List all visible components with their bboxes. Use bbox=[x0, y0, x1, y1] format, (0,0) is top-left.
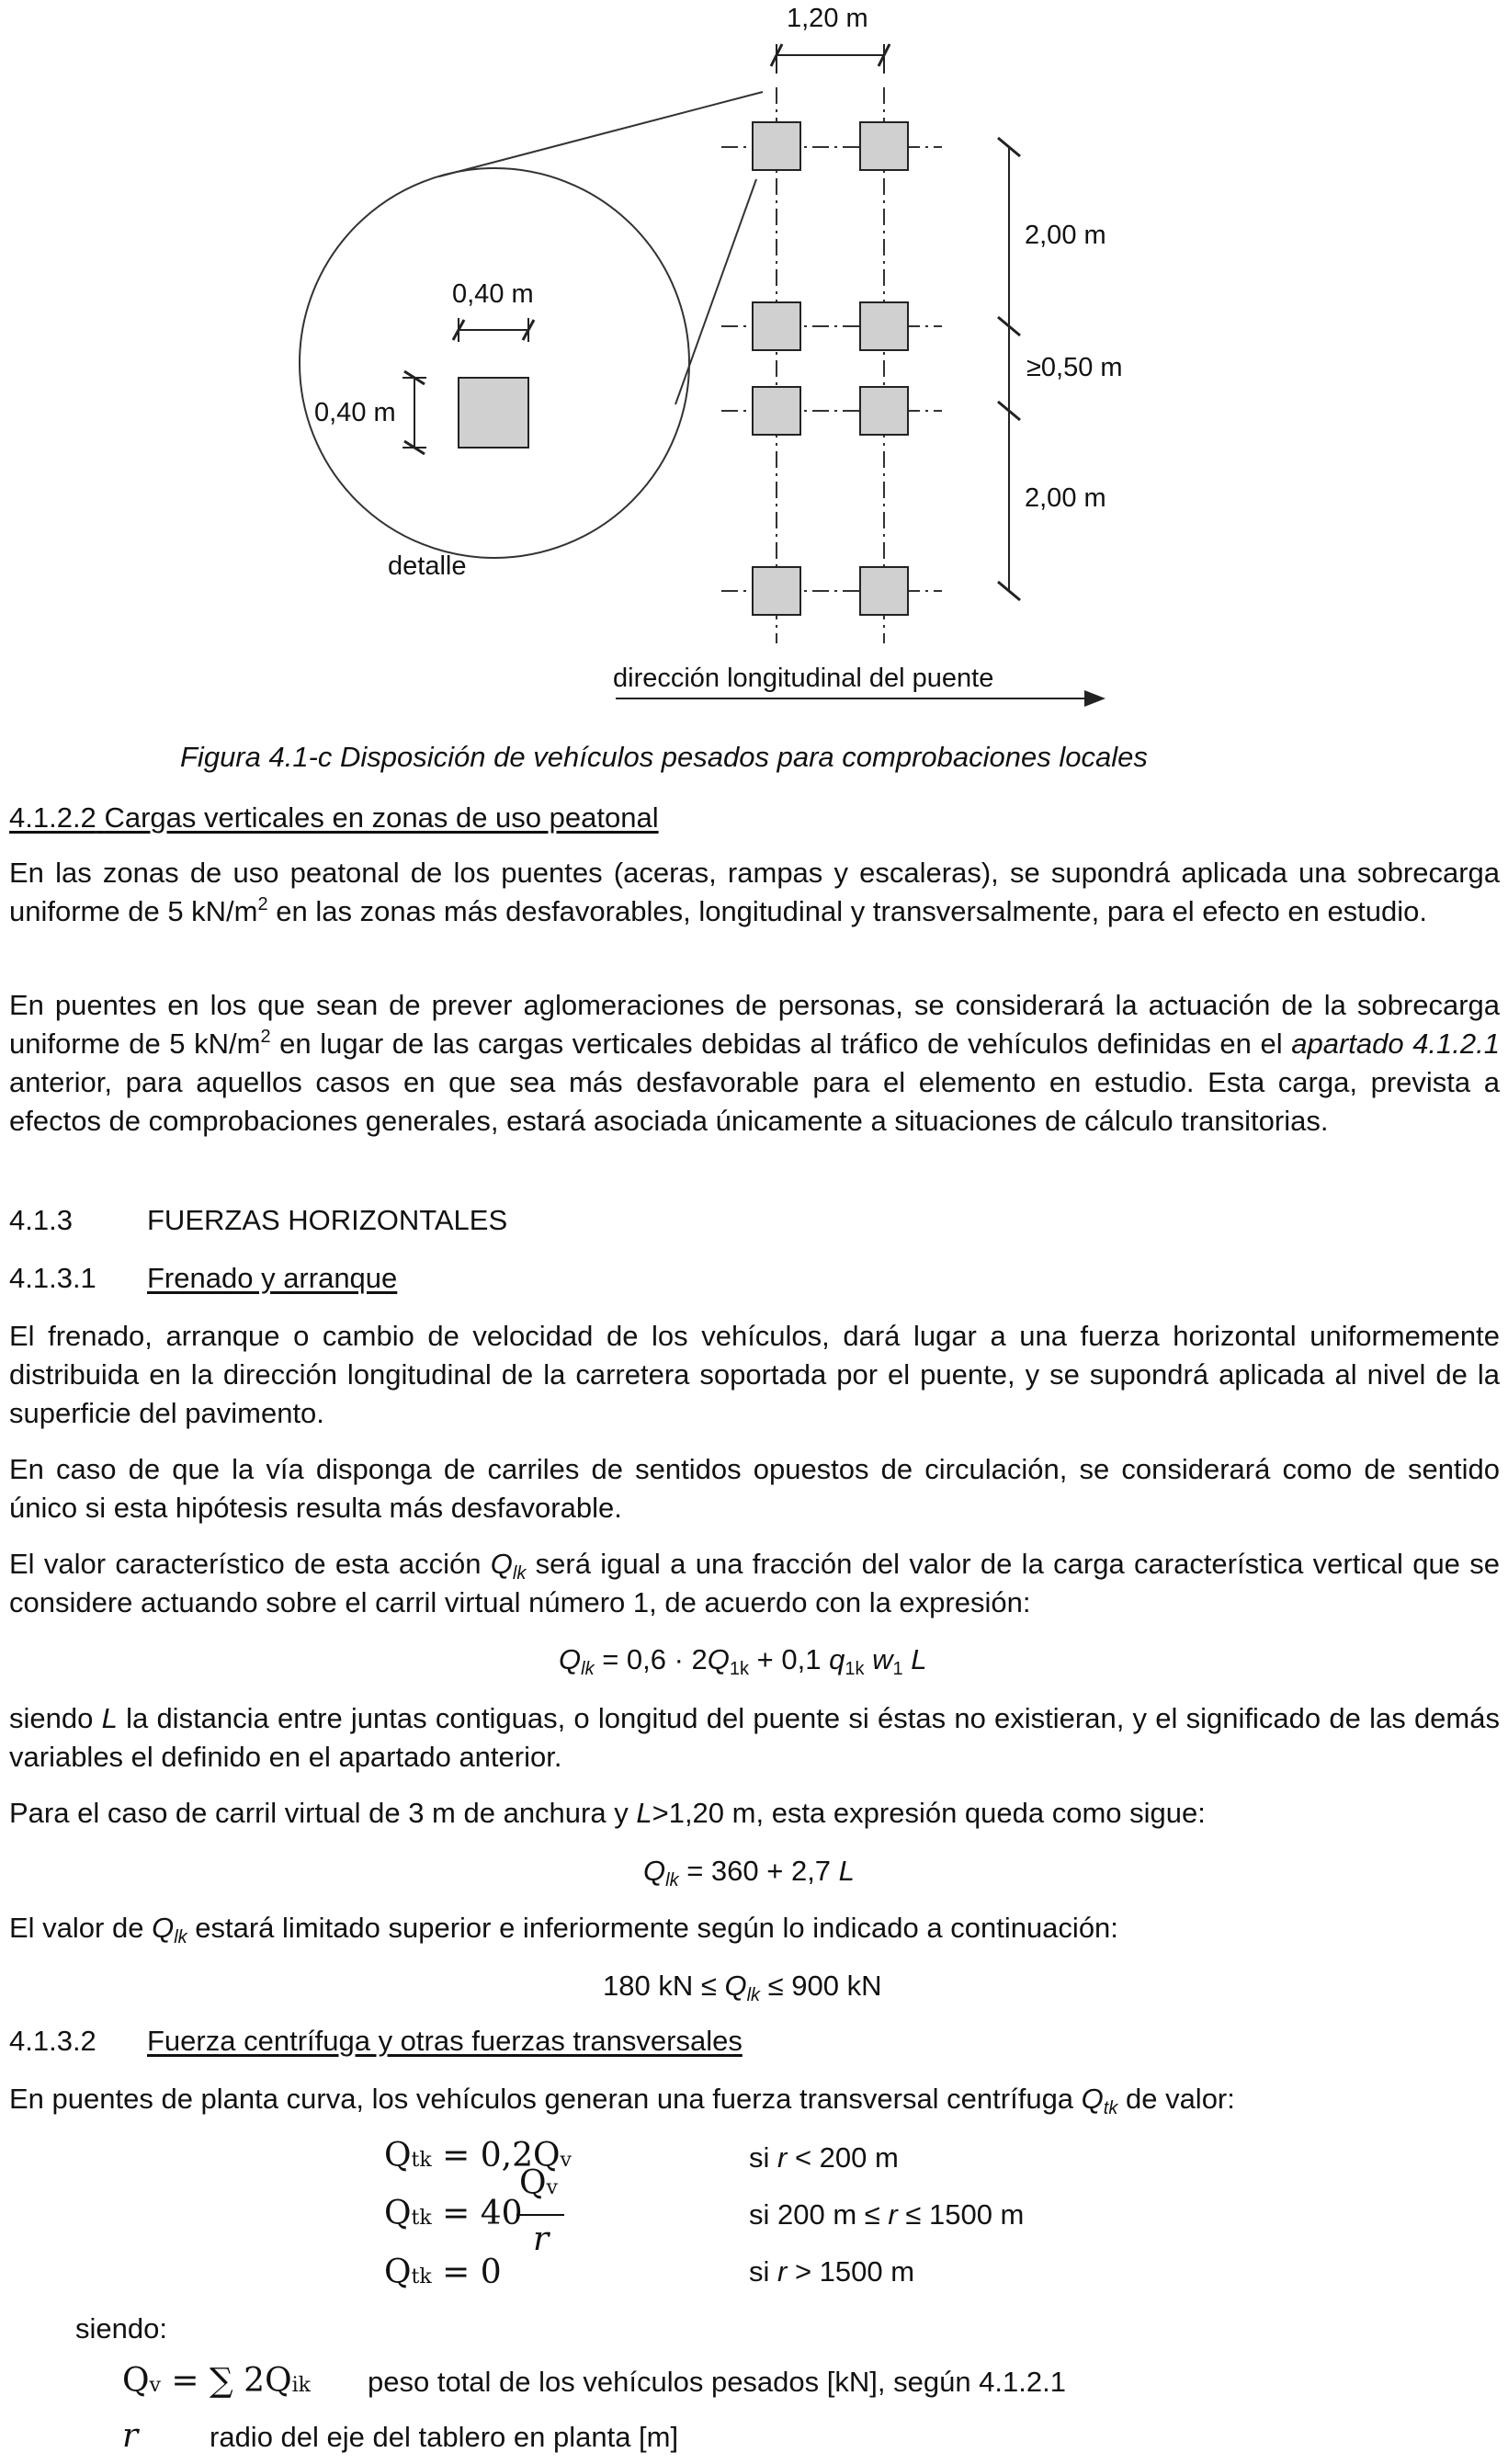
definition-r-text: radio del eje del tablero en planta [m] bbox=[210, 2421, 679, 2453]
paragraph: El valor de $Q_{lk}$ estará limitado superior e inferiormente según lo indicado a continuación: bbox=[9, 1912, 1118, 1947]
dim-top-label: 1,20 m bbox=[787, 4, 868, 33]
condition-2: si 200 m ≤ r ≤ 1500 m bbox=[749, 2198, 1025, 2231]
definition-r-symbol: r bbox=[122, 2417, 139, 2455]
wheel-square bbox=[753, 122, 800, 170]
section-heading-4132 bbox=[9, 2022, 743, 2061]
section-heading-4122 bbox=[9, 799, 659, 837]
condition-3: si r > 1500 m bbox=[749, 2255, 915, 2288]
section-heading-4131 bbox=[9, 1259, 397, 1298]
wheel-square bbox=[860, 302, 908, 350]
dim-right-label-2: ≥0,50 m bbox=[1026, 353, 1123, 382]
condition-1: si r < 200 m bbox=[749, 2141, 899, 2174]
section-title: Cargas verticales en zonas de uso peatonal bbox=[104, 801, 659, 834]
direction-label: dirección longitudinal del puente bbox=[613, 664, 994, 693]
detail-height-label: 0,40 m bbox=[314, 398, 396, 427]
section-number: 4.1.2.2 bbox=[9, 801, 96, 834]
wheel-square bbox=[753, 302, 800, 350]
section-number: 4.1.3 bbox=[9, 1204, 73, 1236]
definition-qv-text: peso total de los vehículos pesados [kN], según 4.1.2.1 bbox=[368, 2366, 1066, 2398]
paragraph: En caso de que la vía disponga de carriles de sentidos opuestos de circulación, se considerará como de sentido único si esta hipótesis resulta más desfavorable. bbox=[9, 1453, 1500, 1524]
fraction-bar bbox=[516, 2213, 564, 2217]
fraction-numerator: Qv bbox=[519, 2164, 558, 2202]
figure-caption: Figura 4.1-c Disposición de vehículos pesados para comprobaciones locales bbox=[180, 741, 1148, 773]
dim-right-label-3: 2,00 m bbox=[1025, 483, 1106, 513]
section-title: Fuerza centrífuga y otras fuerzas transversales bbox=[147, 2025, 743, 2057]
section-number: 4.1.3.1 bbox=[9, 1262, 96, 1294]
wheel-square bbox=[860, 387, 908, 435]
paragraph: El frenado, arranque o cambio de velocidad de los vehículos, dará lugar a una fuerza horizontal uniformemente distribuida en la dirección longitudinal de la carretera soportada por el puente, y se supondrá aplicada al nivel de la superficie del pavimento. bbox=[9, 1320, 1500, 1429]
formula-qtk-3: Qtk = 0 bbox=[384, 2254, 502, 2291]
equation-qlk-simplified: $Q_{lk} = 360 + 2,7$ L bbox=[643, 1855, 855, 1891]
paragraph: Para el caso de carril virtual de 3 m de anchura y L>1,20 m, esta expresión queda como sigue: bbox=[9, 1797, 1206, 1829]
detail-circle bbox=[300, 168, 689, 558]
section-number: 4.1.3.2 bbox=[9, 2025, 96, 2057]
wheel-square bbox=[860, 567, 908, 615]
wheel-square bbox=[753, 387, 800, 435]
formula-qtk-2: Qtk = 40 bbox=[384, 2195, 523, 2232]
section-title: Frenado y arranque bbox=[147, 1262, 398, 1294]
fraction-denominator: r bbox=[533, 2220, 550, 2258]
definition-qv-symbol: Qv = ∑ 2Qik bbox=[122, 2362, 311, 2400]
paragraph: En puentes en los que sean de prever aglomeraciones de personas, se considerará la actuación de la sobrecarga uniforme de 5 $kN/m^2$ en lugar de las cargas verticales debidas al tráfico de vehículos definidas en el apartado 4.1.2.1 anterior, para aquellos casos en que sea más desfavorable para el elemento en estudio. Esta carga, prevista a efectos de comprobaciones generales, estará asociada únicamente a situaciones de cálculo transitorias. bbox=[9, 989, 1500, 1137]
detail-square bbox=[459, 378, 528, 448]
tangent-line bbox=[439, 92, 763, 176]
section-heading-413 bbox=[9, 1201, 507, 1240]
wheel-square bbox=[753, 567, 800, 615]
detail-width-label: 0,40 m bbox=[452, 279, 534, 309]
direction-arrow-head bbox=[1084, 690, 1105, 707]
paragraph: En puentes de planta curva, los vehículos generan una fuerza transversal centrífuga $Q_{tk}$ de valor: bbox=[9, 2083, 1235, 2118]
section-title: FUERZAS HORIZONTALES bbox=[147, 1204, 508, 1236]
dim-right-label-1: 2,00 m bbox=[1025, 221, 1106, 250]
equation-qlk-limits: 180 kN ≤ $Q_{lk} \le 900$ kN bbox=[603, 1970, 882, 2005]
detail-label: detalle bbox=[388, 551, 467, 581]
tangent-line bbox=[675, 179, 756, 404]
equation-qlk: $Q_{lk} = 0,6 \cdot 2Q_{1k} + 0,1$ $q_{1k}$ $w_1$ L bbox=[559, 1643, 927, 1679]
figure-drawing bbox=[0, 0, 1508, 726]
paragraph: siendo L la distancia entre juntas contiguas, o longitud del puente si éstas no existieran, y el significado de las demás variables el definido en el apartado anterior. bbox=[9, 1702, 1500, 1773]
paragraph: El valor característico de esta acción $Q_{lk}$ será igual a una fracción del valor de la carga característica vertical que se considere actuando sobre el carril virtual número 1, de acuerdo con la expresión: bbox=[9, 1548, 1500, 1618]
paragraph: En las zonas de uso peatonal de los puentes (aceras, rampas y escaleras), se supondrá aplicada una sobrecarga uniforme de 5 $kN/m^2$ en las zonas más desfavorables, longitudinal y transversalmente, para el efecto en estudio. bbox=[9, 857, 1500, 927]
wheel-square bbox=[860, 122, 908, 170]
siendo-label: siendo: bbox=[75, 2312, 167, 2345]
formula-qtk-1: Qtk = 0,2Qv bbox=[384, 2137, 572, 2174]
